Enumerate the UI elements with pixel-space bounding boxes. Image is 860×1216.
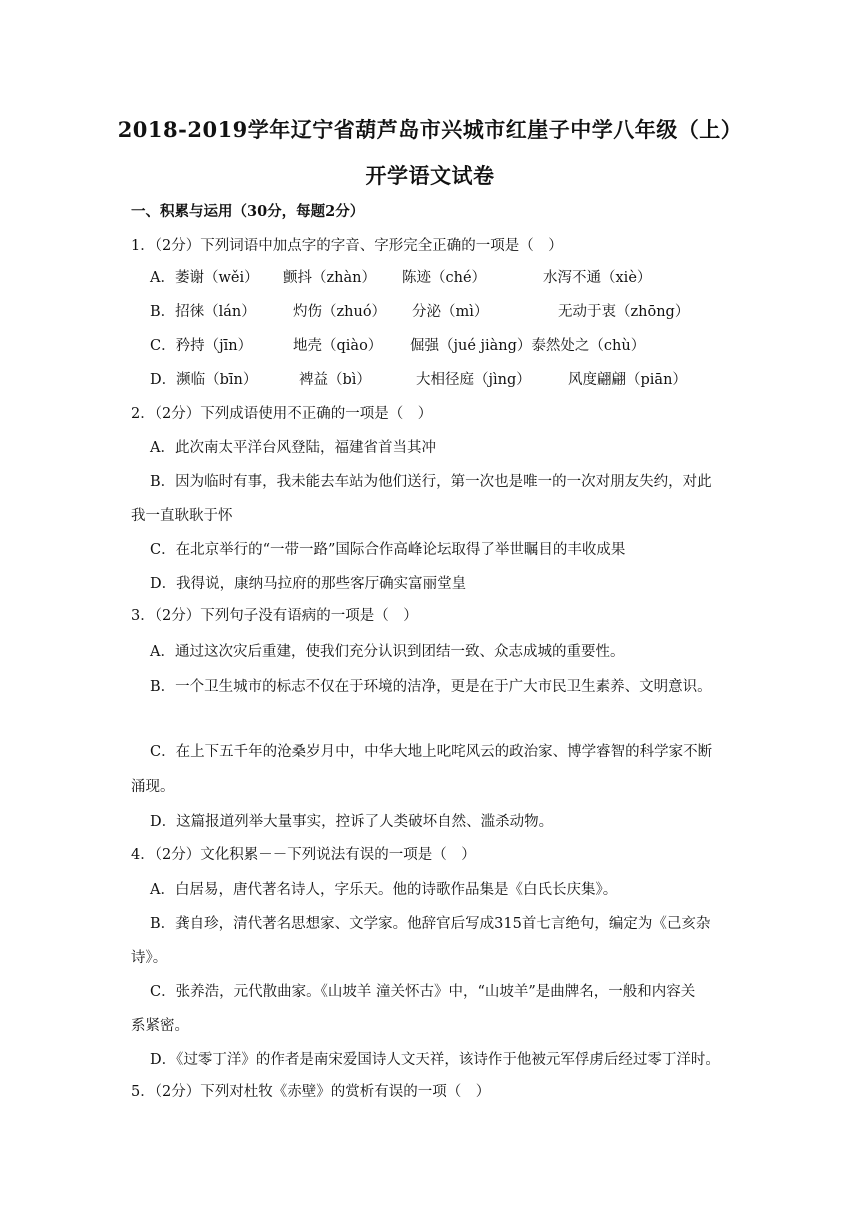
question-4-option-c-cont: 系紧密。 [131, 1018, 189, 1034]
section-heading: 一、积累与运用（30分，每题2分） [131, 203, 365, 220]
option-a-word-4: 水泻不通（xiè） [543, 270, 652, 286]
question-4-stem: 4．（2分）文化积累－－下列说法有误的一项是（ ） [131, 847, 476, 863]
option-b-word-2: 灼伤（zhuó） [293, 304, 387, 320]
option-c-word-1: C．矜持（jīn） [150, 338, 253, 354]
option-b-word-4: 无动于衷（zhōng） [558, 304, 690, 320]
exam-title-line2: 开学语文试卷 [365, 163, 495, 188]
question-3-stem: 3．（2分）下列句子没有语病的一项是（ ） [131, 608, 418, 624]
option-b-word-3: 分泌（mì） [412, 304, 489, 320]
question-4-option-a: A．白居易，唐代著名诗人，字乐天。他的诗歌作品集是《白氏长庆集》。 [150, 882, 618, 898]
question-2-stem: 2．（2分）下列成语使用不正确的一项是（ ） [131, 406, 433, 422]
question-4-option-d: D．《过零丁洋》的作者是南宋爱国诗人文天祥，该诗作于他被元军俘虏后经过零丁洋时。 [150, 1052, 720, 1068]
question-2-option-c: C．在北京举行的“一带一路”国际合作高峰论坛取得了举世瞩目的丰收成果 [150, 542, 626, 558]
question-5-stem: 5．（2分）下列对杜牧《赤壁》的赏析有误的一项（ ） [131, 1084, 491, 1100]
question-4-option-b: B．龚自珍，清代著名思想家、文学家。他辞官后写成315首七言绝句，编定为《己亥杂 [150, 916, 711, 932]
question-3-option-c: C．在上下五千年的沧桑岁月中，中华大地上叱咤风云的政治家、博学睿智的科学家不断 [150, 744, 713, 760]
question-2-option-d: D．我得说，康纳马拉府的那些客厅确实富丽堂皇 [150, 576, 467, 592]
question-2-option-b: B．因为临时有事，我未能去车站为他们送行，第一次也是唯一的一次对朋友失约，对此 [150, 474, 712, 490]
option-c-word-3: 倔强（jué jiàng）泰然处之（chù） [410, 338, 646, 354]
option-d-word-3: 大相径庭（jìng） [416, 372, 531, 388]
option-a-word-3: 陈迹（ché） [402, 270, 487, 286]
option-d-word-4: 风度翩翩（piān） [568, 372, 687, 388]
question-4-option-b-cont: 诗》。 [131, 950, 168, 966]
question-3-option-d: D．这篇报道列举大量事实，控诉了人类破坏自然、滥杀动物。 [150, 814, 554, 830]
question-4-option-c: C．张养浩，元代散曲家。《山坡羊 潼关怀古》中，“山坡羊”是曲牌名，一般和内容关 [150, 984, 696, 1000]
option-d-word-2: 裨益（bì） [299, 372, 371, 388]
option-d-word-1: D．濒临（bīn） [150, 372, 258, 388]
question-1-stem: 1．（2分）下列词语中加点字的字音、字形完全正确的一项是（ ） [131, 238, 563, 254]
option-c-word-2: 地壳（qiào） [293, 338, 383, 354]
question-2-option-a: A．此次南太平洋台风登陆，福建省首当其冲 [150, 440, 436, 456]
option-a-word-2: 颤抖（zhàn） [283, 270, 376, 286]
exam-title-line1: 2018-2019学年辽宁省葫芦岛市兴城市红崖子中学八年级（上） [117, 117, 743, 142]
question-3-option-b: B．一个卫生城市的标志不仅在于环境的洁净，更是在于广大市民卫生素养、文明意识。 [150, 679, 712, 695]
question-3-option-a: A．通过这次灾后重建，使我们充分认识到团结一致、众志成城的重要性。 [150, 644, 625, 660]
question-3-option-c-cont: 涌现。 [131, 779, 175, 795]
option-b-word-1: B．招徕（lán） [150, 304, 256, 320]
option-a-word-1: A．萎谢（wěi） [150, 270, 259, 286]
question-2-option-b-cont: 我一直耿耿于怀 [131, 508, 233, 524]
